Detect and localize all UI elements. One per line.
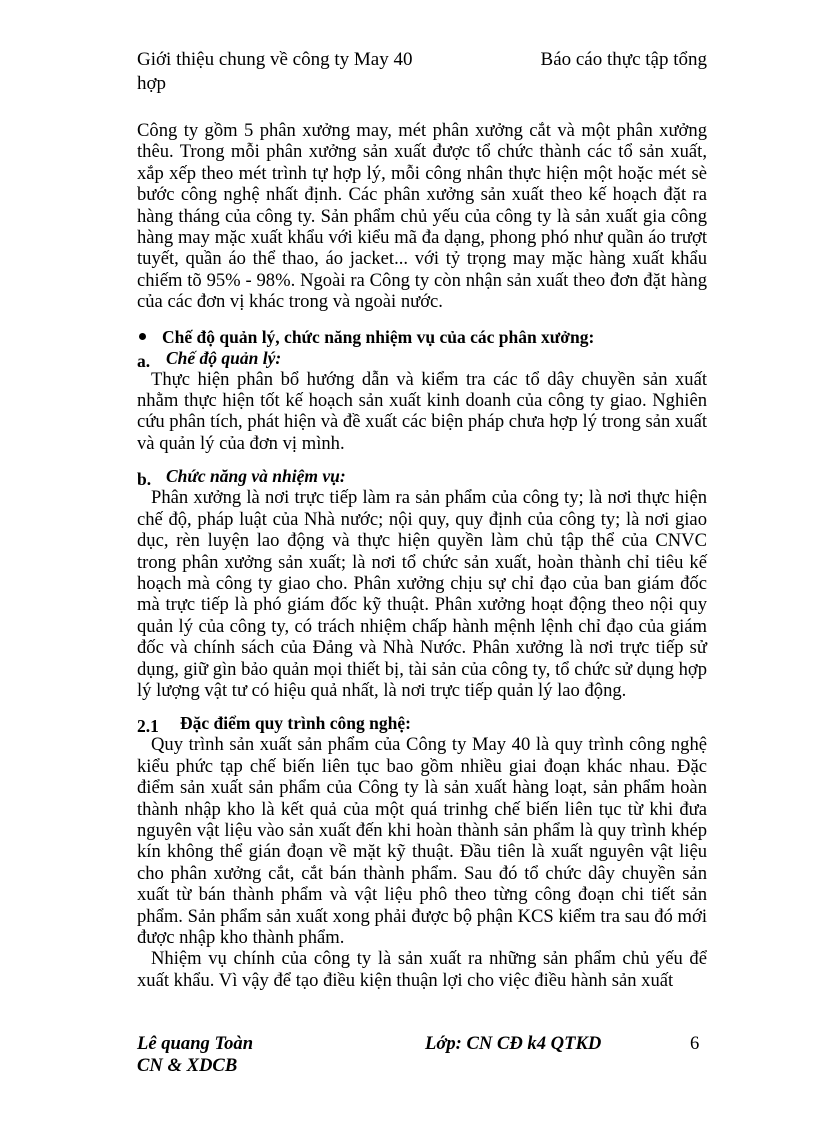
- intro-paragraph: Công ty gồm 5 phân xưởng may, mét phân xưởng cắt và một phân xưởng thêu. Trong mỗi phân xưởng sản xuất được tổ chức thành các tổ sản xuất, xắp xếp theo mét trình tự hợp lý, mỗi công nhân thực hiện một hoặc mét sè bước công nghệ nhất định. Các phân xưởng sản xuất theo kế hoạch đặt ra hàng tháng của công ty. Sản phẩm chủ yếu của công ty là sản xuất gia công hàng may mặc xuất khẩu với kiểu mã đa dạng, phong phó như quần áo trượt tuyết, quần áo thể thao, áo jacket... với tỷ trọng may mặc hàng xuất khẩu chiếm tõ 95% - 98%. Ngoài ra Công ty còn nhận sản xuất theo đơn đặt hàng của các đơn vị khác trong và ngoài nước.: [137, 120, 707, 313]
- section-21-paragraph-1: Quy trình sản xuất sản phẩm của Công ty May 40 là quy trình công nghệ kiểu phức tạp chế biến liên tục bao gồm nhiều giai đoạn khác nhau. Đặc điểm sản xuất sản phẩm của Công ty là sản xuất hàng loạt, sản phẩm hoàn thành nhập kho là kết quả của một quá trinhg chế biến liên tục từ khi đưa nguyên vật liệu vào sản xuất đến khi hoàn thành sản phẩm là quy trình khép kín không thể gián đoạn về mặt kỹ thuật. Đầu tiên là xuất nguyên vật liệu cho phân xưởng cắt, cắt bán thành phẩm. Sau đó tổ chức dây chuyền sản xuất từ bán thành phẩm và vật liệu phô theo từng công đoạn chi tiết sản phẩm. Sản phẩm sản xuất xong phải được bộ phận KCS kiểm tra sau đó mới được nhập kho thành phẩm.: [137, 734, 707, 948]
- section-21-heading: [137, 713, 707, 737]
- page-number: 6: [690, 1033, 700, 1054]
- section-a-heading: [137, 348, 707, 369]
- section-a-paragraph: Thực hiện phân bổ hướng dẫn và kiểm tra các tổ dây chuyền sản xuất nhằm thực hiện tốt kế hoạch sản xuất kinh doanh của công ty giao. Nghiên cứu phân tích, phát hiện và đề xuất các biện pháp chưa hợp lý trong sản xuất và quản lý của đơn vị mình.: [137, 368, 707, 454]
- section-b-title: Chức năng và nhiệm vụ:: [166, 466, 346, 487]
- footer-class: Lớp: CN CĐ k4 QTKD: [425, 1033, 602, 1054]
- header-wrap-text: hợp: [137, 73, 167, 94]
- section-b-heading: [137, 466, 707, 490]
- section-a-title: Chế độ quản lý:: [166, 347, 282, 368]
- bullet-heading: [137, 327, 707, 348]
- section-b-paragraph: Phân xưởng là nơi trực tiếp làm ra sản phẩm của công ty; là nơi thực hiện chế độ, pháp luật của Nhà nước; nội quy, quy định của công ty; là nơi giao dục, rèn luyện lao động và thực hiện quyền làm chủ tập thể của CNVC trong phân xưởng sản xuất; là nơi tổ chức sản xuất, hoàn thành chỉ tiêu kế hoạch mà công ty giao cho. Phân xưởng chịu sự chỉ đạo của ban giám đốc mà trực tiếp là phó giám đốc kỹ thuật. Phân xưởng hoạt động theo nội quy quản lý của công ty, có trách nhiệm chấp hành mệnh lệnh chỉ đạo của giám đốc và chính sách của Đảng và Nhà Nước. Phân xưởng là nơi trực tiếp sử dụng, giữ gìn bảo quản mọi thiết bị, tài sản của công ty, tổ chức sử dụng hợp lý lượng vật tư có hiệu quả nhất, là nơi trực tiếp quản lý lao động.: [137, 487, 707, 701]
- section-a-letter: a.: [137, 350, 151, 371]
- footer-department: CN & XDCB: [137, 1055, 238, 1076]
- page-header: [137, 48, 707, 96]
- section-21-title: Đặc điểm quy trình công nghệ:: [180, 713, 411, 734]
- header-left-title: Giới thiệu chung về công ty May 40: [137, 49, 413, 70]
- footer-author: Lê quang Toàn: [137, 1033, 254, 1054]
- section-21-number: 2.1: [137, 716, 159, 737]
- bullet-icon: [139, 333, 146, 340]
- section-21-paragraph-2: Nhiệm vụ chính của công ty là sản xuất ra những sản phẩm chủ yếu để xuất khẩu. Vì vậy để tạo điều kiện thuận lợi cho việc điều hành sản xuất: [137, 948, 707, 991]
- document-body: [137, 120, 707, 991]
- section-b-letter: b.: [137, 469, 152, 490]
- header-right-title: Báo cáo thực tập tổng: [540, 49, 707, 70]
- bullet-heading-text: Chế độ quản lý, chức năng nhiệm vụ của các phân xưởng:: [162, 326, 595, 347]
